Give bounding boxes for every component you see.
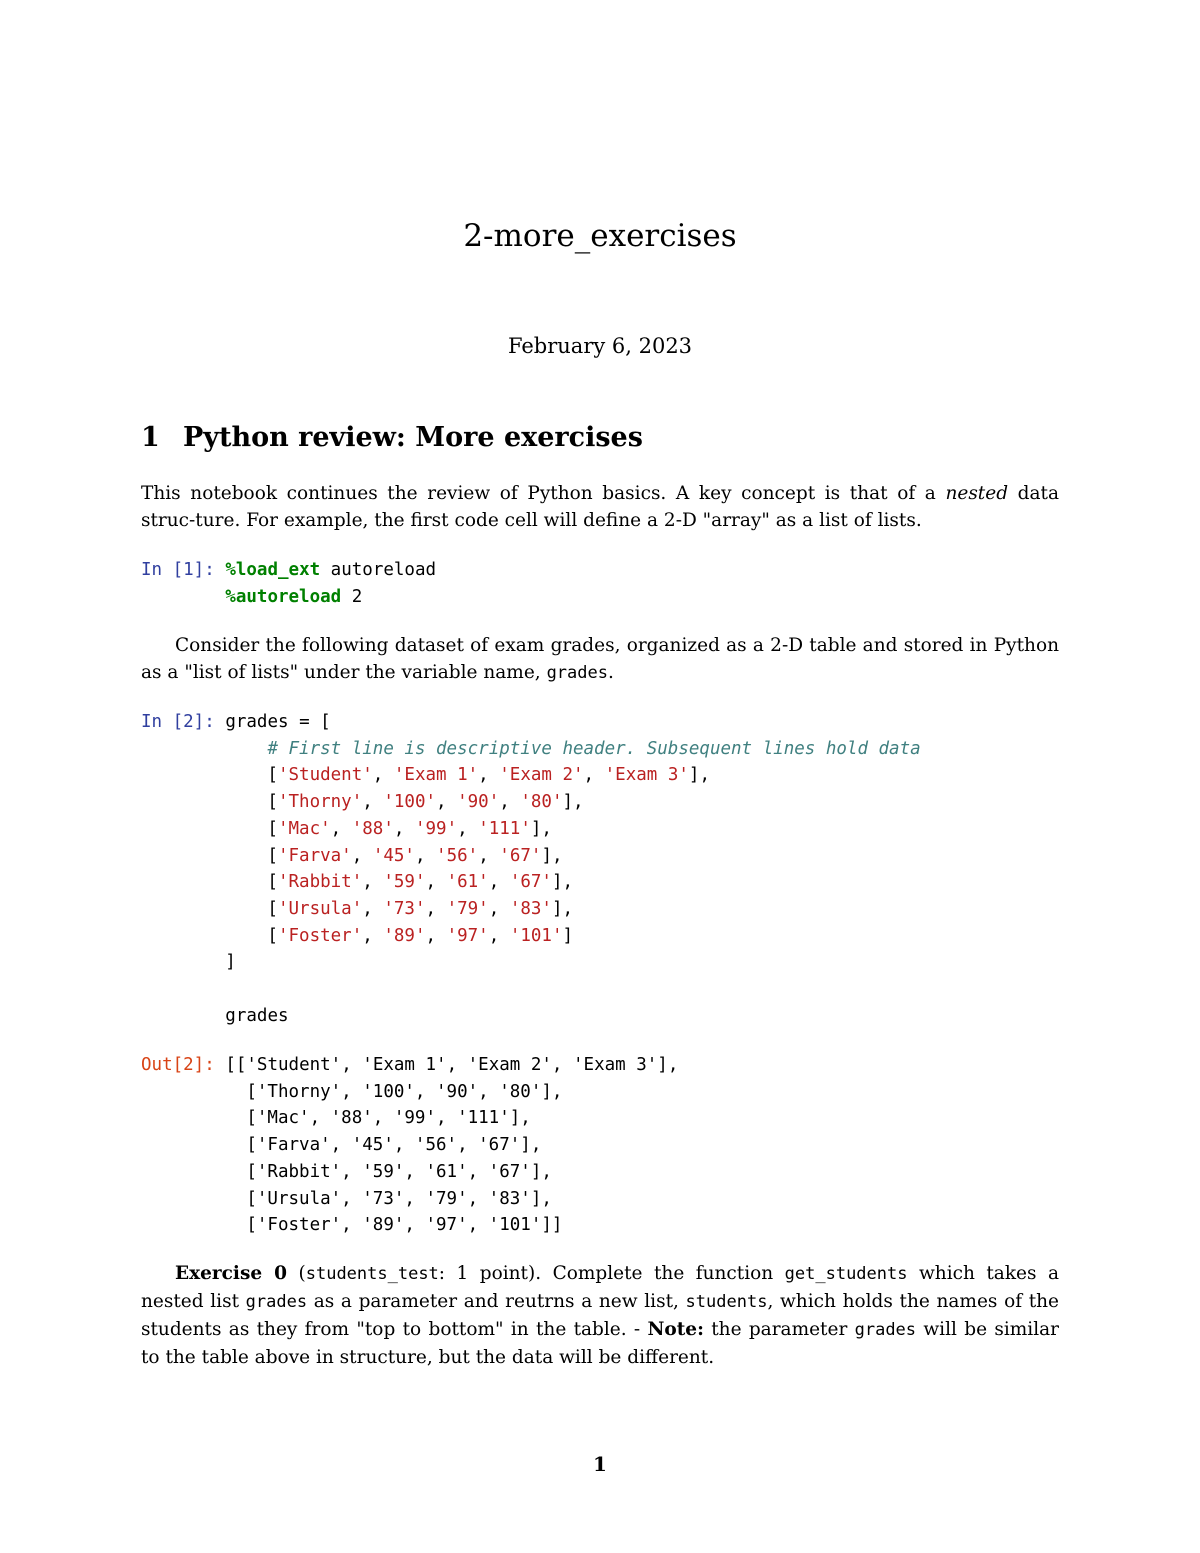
output-line: ['Mac', '88', '99', '111'], xyxy=(246,1108,531,1129)
output-prompt-2: Out[2]: xyxy=(141,1055,215,1075)
input-prompt-1: In [1]: xyxy=(141,560,215,580)
code-row: ['Student', 'Exam 1', 'Exam 2', 'Exam 3'], xyxy=(141,765,710,786)
exercise-label: Exercise 0 xyxy=(175,1263,288,1284)
magic-load-ext-arg: autoreload xyxy=(320,560,437,580)
code-string: 'Rabbit' xyxy=(277,872,363,893)
exercise-paren: ( xyxy=(287,1263,306,1284)
code-string: '59' xyxy=(383,872,426,893)
code-string: '83' xyxy=(509,898,552,919)
code-string: 'Farva' xyxy=(277,845,352,866)
code-string: '97' xyxy=(446,925,489,946)
code-string: '89' xyxy=(383,925,426,946)
code-string: '80' xyxy=(520,792,563,813)
code-string: '111' xyxy=(478,818,531,839)
output-cell-2 xyxy=(141,1052,678,1239)
magic-autoreload-arg: 2 xyxy=(341,586,363,607)
exercise-text-2: which takes a nested list xyxy=(141,1263,1059,1312)
intro-text-1: This notebook continues the review of Python basics. A key concept is that of a xyxy=(141,483,946,504)
code-row: ['Mac', '88', '99', '111'], xyxy=(141,818,552,839)
dataset-var: grades xyxy=(546,663,608,683)
code-string: '67' xyxy=(509,872,552,893)
magic-autoreload: %autoreload xyxy=(225,586,342,607)
section-heading xyxy=(141,422,643,453)
code-string: 'Exam 3' xyxy=(604,765,689,786)
output-line: [['Student', 'Exam 1', 'Exam 2', 'Exam 3'], xyxy=(225,1055,679,1075)
output-lines xyxy=(141,1055,678,1235)
code-string: '67' xyxy=(499,845,542,866)
output-line: ['Rabbit', '59', '61', '67'], xyxy=(246,1161,552,1182)
code-string: 'Ursula' xyxy=(277,898,363,919)
exercise-return: students xyxy=(685,1292,768,1312)
code-string: '45' xyxy=(372,845,415,866)
magic-load-ext: %load_ext xyxy=(225,560,321,580)
dataset-paragraph xyxy=(141,632,1059,687)
input-prompt-2: In [2]: xyxy=(141,712,215,732)
code-string: '101' xyxy=(509,925,563,946)
intro-paragraph xyxy=(141,480,1059,534)
code-row: ['Foster', '89', '97', '101'] xyxy=(141,925,574,946)
exercise-text-4: , which holds the names of the students as they from "top to bottom" in the table. - xyxy=(141,1291,1060,1340)
dataset-text-2: . xyxy=(607,662,614,683)
output-line: ['Farva', '45', '56', '67'], xyxy=(246,1135,542,1156)
output-line: ['Foster', '89', '97', '101']] xyxy=(141,1215,563,1236)
code-close: ] xyxy=(225,952,236,973)
code-string: 'Exam 1' xyxy=(393,765,479,786)
section-number: 1 xyxy=(141,422,160,453)
code-expr: grades xyxy=(225,1005,289,1026)
document-title: 2-more_exercises xyxy=(463,218,737,254)
document-date: February 6, 2023 xyxy=(507,334,693,358)
output-line: ['Ursula', '73', '79', '83'], xyxy=(246,1188,552,1209)
exercise-func: get_students xyxy=(784,1264,908,1284)
code-string: 'Foster' xyxy=(277,925,363,946)
exercise-param-1: grades xyxy=(245,1292,308,1312)
code-string: '90' xyxy=(457,792,500,813)
code-row: ['Thorny', '100', '90', '80'], xyxy=(141,792,584,813)
exercise-paragraph xyxy=(141,1260,1059,1371)
exercise-text-1: . Complete the function xyxy=(535,1263,785,1284)
code-string: '100' xyxy=(383,792,437,813)
code-open: grades = [ xyxy=(225,712,331,732)
dataset-text-1: Consider the following dataset of exam grades, organized as a 2-D table and stored in Python as a "list of lists" under the variable name, xyxy=(141,635,1059,683)
code-string: '56' xyxy=(436,845,479,866)
exercise-text-3: as a parameter and reutrns a new list, xyxy=(307,1291,686,1312)
code-string: '73' xyxy=(383,898,426,919)
code-cell-1[interactable] xyxy=(141,557,436,610)
code-row: ['Rabbit', '59', '61', '67'], xyxy=(141,872,574,893)
code-string: 'Thorny' xyxy=(277,792,363,813)
code-string: '99' xyxy=(414,818,458,839)
exercise-param-2: grades xyxy=(854,1320,917,1340)
code-string: 'Exam 2' xyxy=(499,765,584,786)
code-row: ['Ursula', '73', '79', '83'], xyxy=(141,898,574,919)
code-cell-2[interactable] xyxy=(141,709,921,1029)
exercise-test-name: students_test xyxy=(305,1264,439,1284)
exercise-text-5: the parameter xyxy=(703,1319,855,1340)
output-line: ['Thorny', '100', '90', '80'], xyxy=(246,1081,563,1102)
exercise-note-label: Note: xyxy=(647,1319,704,1340)
code-rows xyxy=(141,765,710,945)
exercise-text-6: will be similar to the table above in structure, but the data will be different. xyxy=(141,1319,1059,1368)
exercise-points: : 1 point) xyxy=(438,1263,536,1284)
code-comment: # First line is descriptive header. Subsequent lines hold data xyxy=(267,738,921,759)
code-string: '88' xyxy=(351,818,394,839)
section-title: Python review: More exercises xyxy=(183,422,643,453)
code-string: '61' xyxy=(446,872,489,893)
intro-text-2: data struc-ture. For example, the first code cell will define a 2-D "array" as a list of lists. xyxy=(141,483,1059,531)
code-string: 'Student' xyxy=(277,765,373,786)
page-number: 1 xyxy=(593,1452,607,1476)
code-row: ['Farva', '45', '56', '67'], xyxy=(141,845,563,866)
intro-emphasis: nested xyxy=(945,483,1009,504)
code-string: '79' xyxy=(446,898,489,919)
code-string: 'Mac' xyxy=(277,818,331,839)
